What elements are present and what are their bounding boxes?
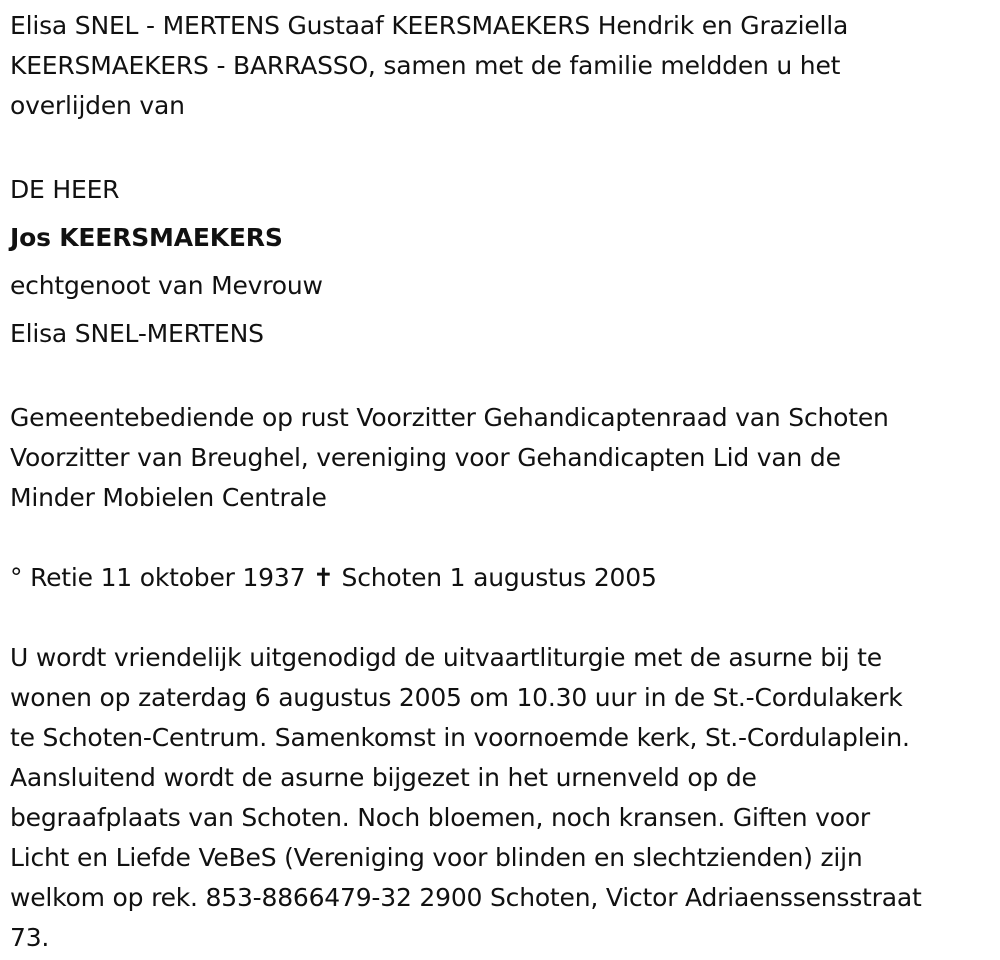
spacer <box>10 358 995 398</box>
ceremony-line: U wordt vriendelijk uitgenodigd de uitvaartliturgie met de asurne bij te <box>10 643 882 672</box>
obituary-document <box>10 6 995 958</box>
function-line: Voorzitter van Breughel, vereniging voor Gehandicapten Lid van de <box>10 443 841 472</box>
birth-symbol: ° <box>10 563 23 592</box>
ceremony-line: welkom op rek. 853-8866479-32 2900 Schoten, Victor Adriaenssensstraat <box>10 883 922 912</box>
spacer <box>10 598 995 638</box>
deceased-block <box>10 166 995 358</box>
death-cross-icon: ✝ <box>313 563 334 592</box>
announcer-paragraph <box>10 6 995 126</box>
dates-line <box>10 558 995 598</box>
function-line: Gemeentebediende op rust Voorzitter Gehandicaptenraad van Schoten <box>10 403 889 432</box>
spouse-name: Elisa SNEL-MERTENS <box>10 319 264 348</box>
title-label: DE HEER <box>10 175 120 204</box>
birth-info: Retie 11 oktober 1937 <box>30 563 306 592</box>
announcer-line: overlijden van <box>10 91 185 120</box>
ceremony-line: Aansluitend wordt de asurne bijgezet in het urnenveld op de <box>10 763 757 792</box>
spouse-line: echtgenoot van Mevrouw <box>10 271 323 300</box>
death-info: Schoten 1 augustus 2005 <box>341 563 657 592</box>
announcer-line: Elisa SNEL - MERTENS Gustaaf KEERSMAEKERS Hendrik en Graziella <box>10 11 849 40</box>
ceremony-line: wonen op zaterdag 6 augustus 2005 om 10.30 uur in de St.-Cordulakerk <box>10 683 903 712</box>
functions-paragraph <box>10 398 995 518</box>
ceremony-line: Licht en Liefde VeBeS (Vereniging voor blinden en slechtzienden) zijn <box>10 843 863 872</box>
ceremony-line: begraafplaats van Schoten. Noch bloemen, noch kransen. Giften voor <box>10 803 871 832</box>
spacer <box>10 126 995 166</box>
ceremony-line: 73. <box>10 923 50 952</box>
spacer <box>10 518 995 558</box>
announcer-line: KEERSMAEKERS - BARRASSO, samen met de familie meldden u het <box>10 51 841 80</box>
ceremony-line: te Schoten-Centrum. Samenkomst in voornoemde kerk, St.-Cordulaplein. <box>10 723 910 752</box>
function-line: Minder Mobielen Centrale <box>10 483 327 512</box>
deceased-name: Jos KEERSMAEKERS <box>10 223 283 252</box>
ceremony-paragraph <box>10 638 995 958</box>
